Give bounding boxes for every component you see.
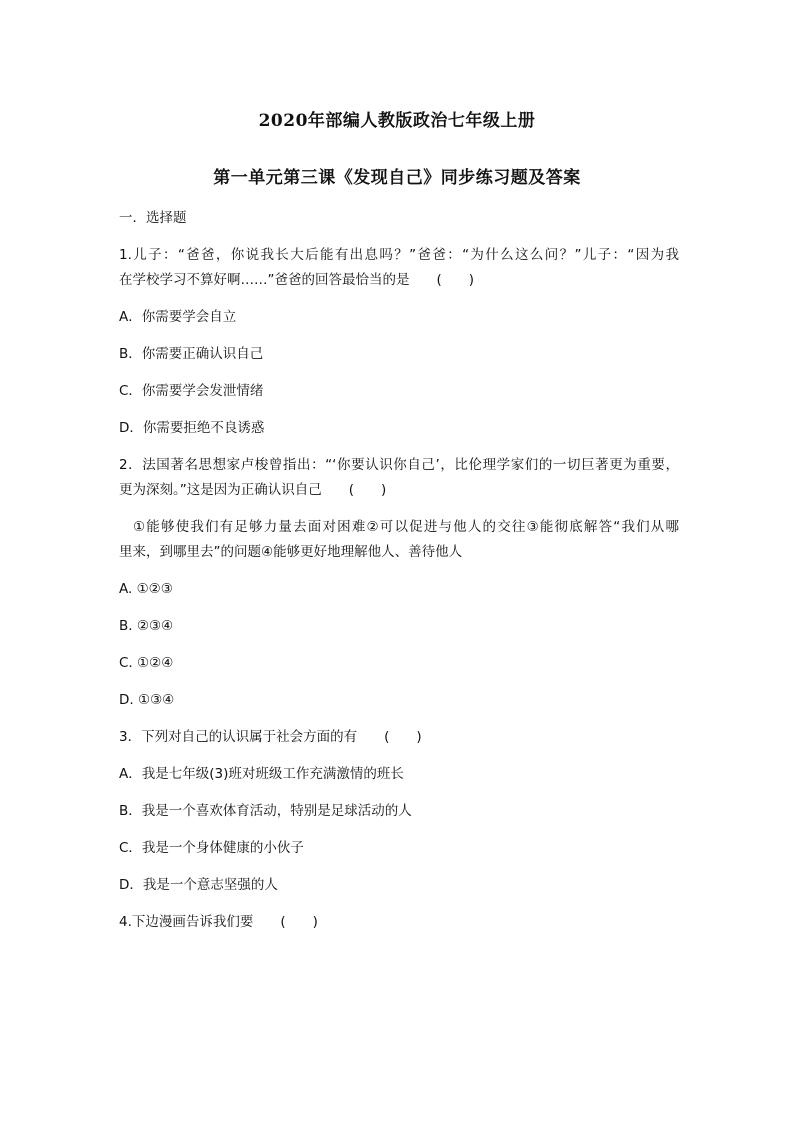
question-3-option-c: C．我是一个身体健康的小伙子 — [119, 840, 304, 856]
question-2-stem-line-2: 更为深刻。”这是因为正确认识自己 ( ) — [119, 482, 387, 498]
question-3-stem: 3．下列对自己的认识属于社会方面的有 ( ) — [119, 729, 422, 745]
question-2-option-a: A. ①②③ — [119, 581, 173, 597]
question-2-option-d: D. ①③④ — [119, 692, 175, 708]
question-4-stem: 4.下边漫画告诉我们要 ( ) — [119, 914, 318, 930]
question-1-option-d: D．你需要拒绝不良诱惑 — [119, 420, 265, 436]
document-title-line-2: 第一单元第三课《发现自己》同步练习题及答案 — [213, 168, 581, 188]
question-2-option-b: B. ②③④ — [119, 618, 174, 634]
question-2-option-c: C. ①②④ — [119, 655, 174, 671]
question-3-option-a: A．我是七年级(3)班对班级工作充满激情的班长 — [119, 766, 404, 782]
question-2-statements-line-2: 里来，到哪里去”的问题④能够更好地理解他人、善待他人 — [119, 544, 463, 560]
document-title-line-1: 2020年部编人教版政治七年级上册 — [258, 111, 536, 131]
question-2-statements-line-1: ①能够使我们有足够力量去面对困难②可以促进与他人的交往③能彻底解答“我们从哪 — [133, 519, 679, 535]
question-1-option-b: B．你需要正确认识自己 — [119, 346, 264, 362]
question-1-stem-line-2: 在学校学习不算好啊……”爸爸的回答最恰当的是 ( ) — [119, 272, 475, 288]
question-2-stem-line-1: 2．法国著名思想家卢梭曾指出：“‘你要认识你自己’，比伦理学家们的一切巨著更为重要， — [119, 457, 679, 473]
question-1-stem-line-1: 1.儿子：“爸爸，你说我长大后能有出息吗？”爸爸：“为什么这么问？”儿子：“因为我 — [119, 247, 679, 263]
question-3-option-d: D．我是一个意志坚强的人 — [119, 877, 278, 893]
question-3-option-b: B．我是一个喜欢体育活动，特别是足球活动的人 — [119, 803, 412, 819]
question-1-option-a: A．你需要学会自立 — [119, 309, 237, 325]
question-1-option-c: C．你需要学会发泄情绪 — [119, 383, 264, 399]
section-heading: 一．选择题 — [119, 210, 187, 226]
